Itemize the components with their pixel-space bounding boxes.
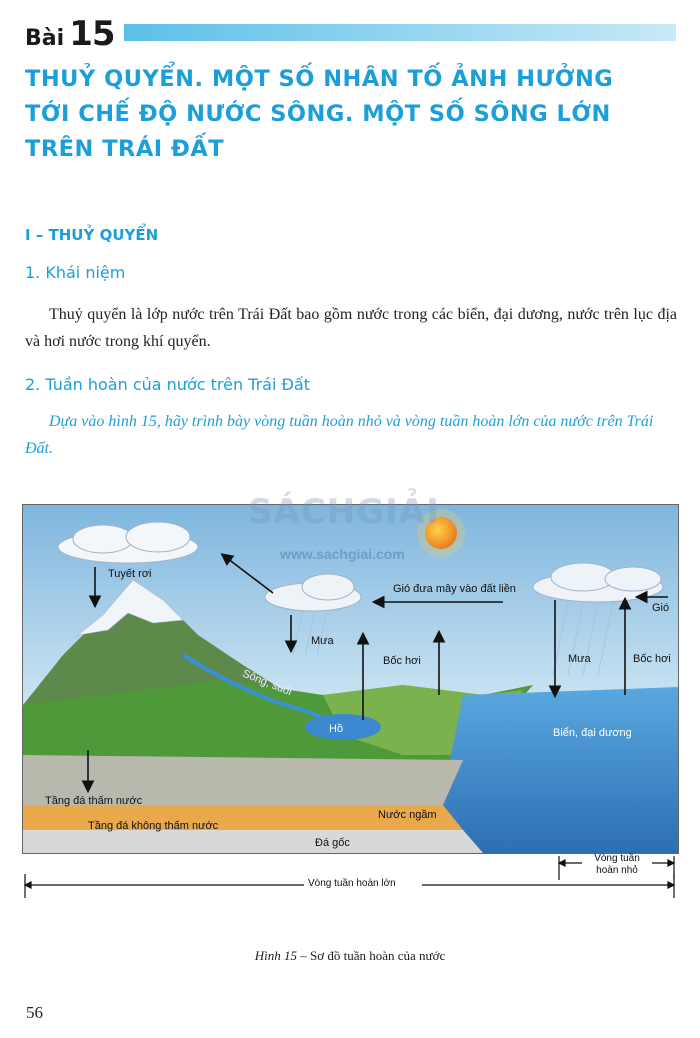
title-line-3: TRÊN TRÁI ĐẤT — [25, 136, 225, 162]
label-sea: Biển, đại dương — [553, 727, 632, 739]
page-title — [25, 62, 665, 167]
label-evap-land: Bốc hơi — [383, 655, 421, 667]
lesson-bar — [124, 24, 676, 41]
page-number: 56 — [26, 1003, 43, 1022]
label-snow: Tuyết rơi — [108, 568, 152, 580]
label-river: Sông, suối — [240, 667, 294, 699]
lesson-word: Bài — [25, 26, 65, 51]
lesson-heading — [25, 14, 115, 54]
caption-text: – Sơ đồ tuần hoàn của nước — [297, 948, 446, 963]
label-permeable: Tầng đá thấm nước — [45, 795, 143, 807]
watermark-url: www.sachgiai.com — [280, 546, 405, 562]
label-wind-inland: Gió đưa mây vào đất liền — [393, 583, 516, 595]
label-groundwater: Nước ngầm — [378, 809, 437, 821]
subsection-heading-1: 1. Khái niệm — [25, 263, 126, 282]
label-rain-sea: Mưa — [568, 653, 591, 665]
title-line-1: THUỶ QUYỂN. MỘT SỐ NHÂN TỐ ẢNH HƯỞNG — [25, 66, 614, 92]
bedrock-layer — [23, 830, 483, 853]
small-cycle-label: Vòng tuần hoàn nhỏ — [594, 853, 640, 876]
sea — [443, 687, 678, 853]
large-cycle-label: Vòng tuần hoàn lớn — [308, 878, 396, 889]
label-lake: Hồ — [329, 723, 344, 735]
watermark-text: SÁCHGIẢI — [248, 492, 440, 532]
label-evap-sea: Bốc hơi — [633, 653, 671, 665]
subsection-heading-2: 2. Tuần hoàn của nước trên Trái Đất — [25, 375, 310, 394]
title-line-2: TỚI CHẾ ĐỘ NƯỚC SÔNG. MỘT SỐ SÔNG LỚN — [25, 101, 611, 127]
label-impermeable: Tầng đá không thấm nước — [88, 820, 219, 832]
watermark — [248, 484, 458, 564]
definition-paragraph: Thuỷ quyển là lớp nước trên Trái Đất bao gồm nước trong các biển, đại dương, nước trên lục địa và hơi nước trong khí quyển. — [25, 306, 677, 350]
cycle-scale — [22, 853, 680, 900]
label-bedrock: Đá gốc — [315, 837, 350, 849]
section-heading: I – THUỶ QUYỂN — [25, 226, 159, 244]
label-wind: Gió — [652, 602, 670, 614]
caption-label: Hình 15 — [254, 948, 297, 963]
figure-caption — [0, 948, 700, 964]
label-rain-land: Mưa — [311, 635, 334, 647]
lesson-number: 15 — [69, 14, 115, 54]
task-instruction: Dựa vào hình 15, hãy trình bày vòng tuần hoàn nhỏ và vòng tuần hoàn lớn của nước trên Trái Đất. — [25, 413, 654, 457]
